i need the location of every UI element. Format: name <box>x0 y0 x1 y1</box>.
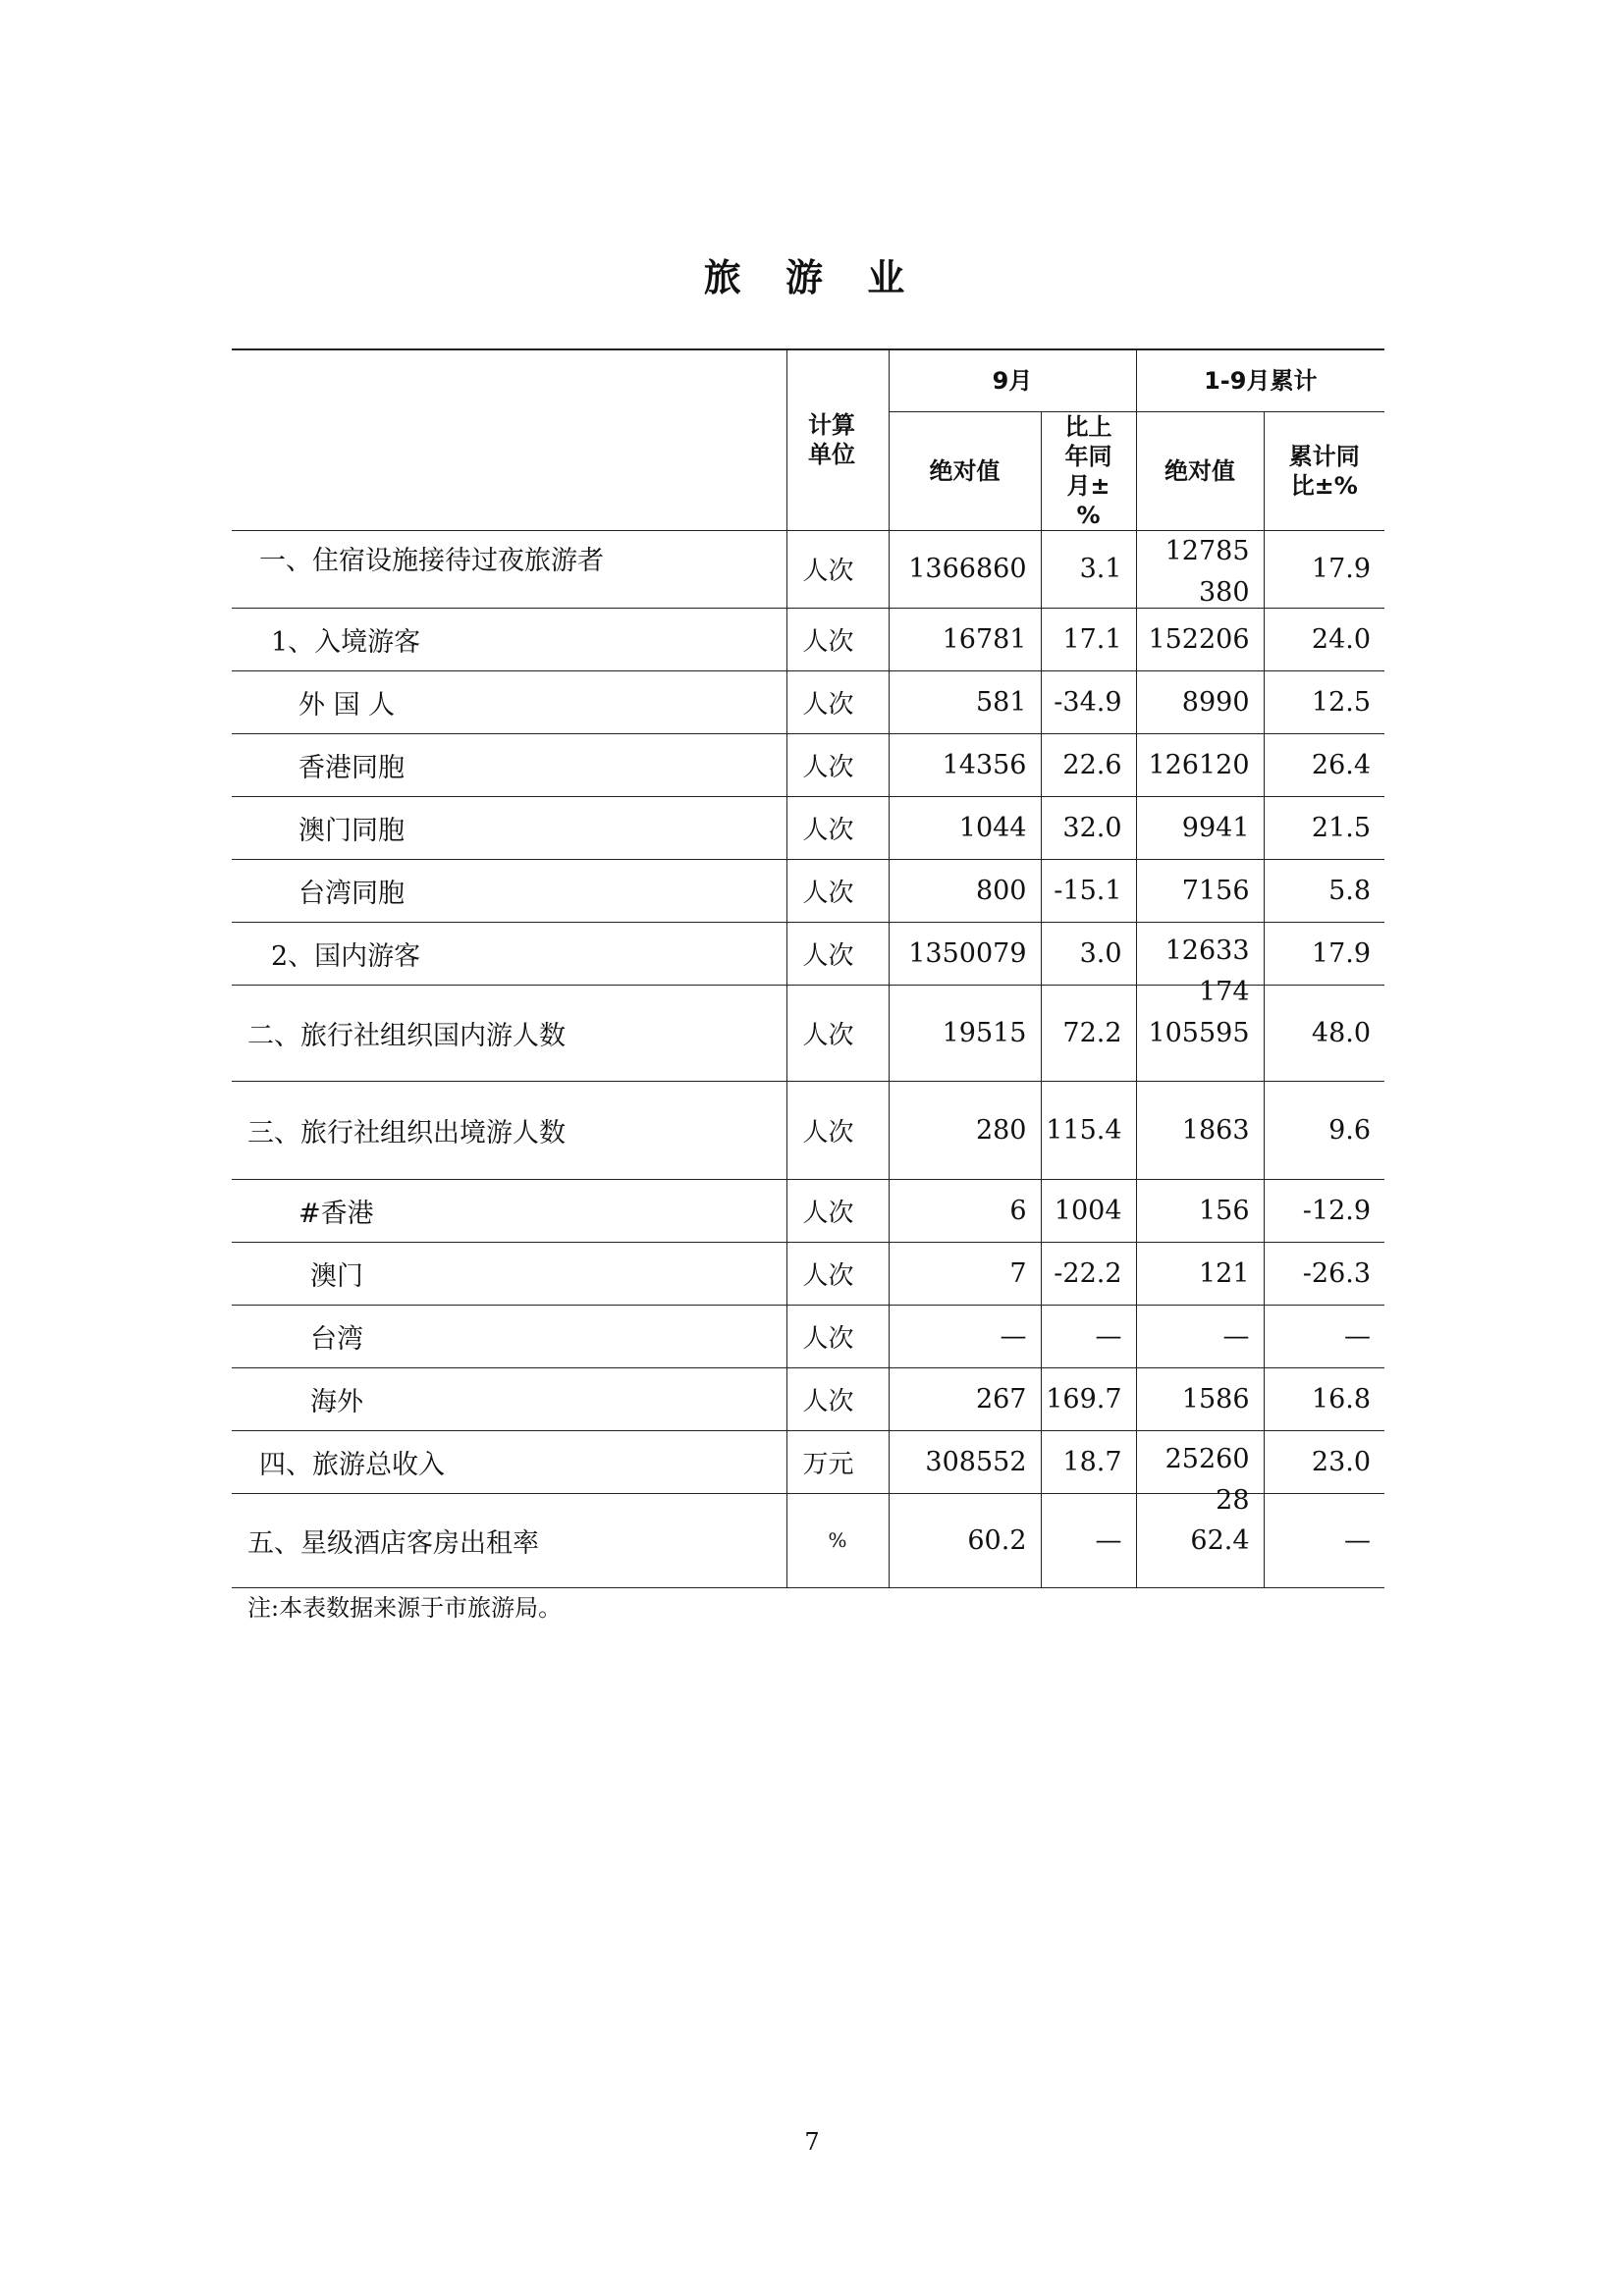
row-month-yoy: 3.1 <box>1041 530 1136 608</box>
row-cumulative-absolute: 105595 <box>1136 985 1264 1081</box>
row-month-absolute: 19515 <box>889 985 1041 1081</box>
table-note: 注:本表数据来源于市旅游局。 <box>247 1594 563 1622</box>
row-cumulative-yoy: 48.0 <box>1264 985 1384 1081</box>
row-unit: 人次 <box>786 1367 889 1430</box>
row-unit: 人次 <box>786 1081 889 1179</box>
row-month-absolute: 14356 <box>889 733 1041 796</box>
header-cumulative-absolute: 绝对值 <box>1136 411 1264 530</box>
row-unit: 人次 <box>786 608 889 670</box>
row-month-absolute: 280 <box>889 1081 1041 1179</box>
row-month-absolute: 1350079 <box>889 922 1041 985</box>
row-label: 香港同胞 <box>232 733 786 796</box>
row-cumulative-absolute: — <box>1136 1305 1264 1367</box>
header-cumulative: 1-9月累计 <box>1136 349 1384 411</box>
row-cumulative-yoy: 5.8 <box>1264 859 1384 922</box>
table-row <box>232 1242 1384 1305</box>
header-month-yoy: 比上年同月±% <box>1041 411 1136 530</box>
row-cumulative-yoy: 26.4 <box>1264 733 1384 796</box>
row-cumulative-yoy: 9.6 <box>1264 1081 1384 1179</box>
table-row <box>232 733 1384 796</box>
row-unit: 人次 <box>786 1179 889 1242</box>
row-unit: 人次 <box>786 922 889 985</box>
row-cumulative-absolute: 152206 <box>1136 608 1264 670</box>
row-cumulative-yoy: 17.9 <box>1264 922 1384 985</box>
table-row <box>232 1179 1384 1242</box>
row-month-yoy: 32.0 <box>1041 796 1136 859</box>
row-cumulative-yoy: 12.5 <box>1264 670 1384 733</box>
header-blank-cell <box>232 349 786 530</box>
row-unit: % <box>786 1493 889 1587</box>
row-label: 2、国内游客 <box>232 922 786 985</box>
row-month-absolute: 267 <box>889 1367 1041 1430</box>
row-month-yoy: 115.4 <box>1041 1081 1136 1179</box>
row-cumulative-absolute: 2526028 <box>1136 1430 1264 1493</box>
header-cumulative-yoy: 累计同比±% <box>1264 411 1384 530</box>
row-label: 海外 <box>232 1367 786 1430</box>
row-cumulative-absolute: 12633174 <box>1136 922 1264 985</box>
row-label: 1、入境游客 <box>232 608 786 670</box>
row-cumulative-absolute: 12785380 <box>1136 530 1264 608</box>
row-unit: 人次 <box>786 1305 889 1367</box>
row-month-absolute: 7 <box>889 1242 1041 1305</box>
table-row <box>232 1305 1384 1367</box>
table-row <box>232 1081 1384 1179</box>
row-cumulative-yoy: -12.9 <box>1264 1179 1384 1242</box>
row-unit: 人次 <box>786 859 889 922</box>
row-unit: 万元 <box>786 1430 889 1493</box>
row-label: #香港 <box>232 1179 786 1242</box>
table-row <box>232 1367 1384 1430</box>
table-row <box>232 796 1384 859</box>
row-label: 五、星级酒店客房出租率 <box>232 1493 786 1587</box>
row-month-yoy: 3.0 <box>1041 922 1136 985</box>
row-cumulative-absolute: 62.4 <box>1136 1493 1264 1587</box>
row-label: 四、旅游总收入 <box>232 1430 786 1493</box>
row-month-yoy: 17.1 <box>1041 608 1136 670</box>
row-cumulative-yoy: — <box>1264 1493 1384 1587</box>
row-month-yoy: 18.7 <box>1041 1430 1136 1493</box>
tourism-table <box>232 348 1384 1588</box>
row-unit: 人次 <box>786 985 889 1081</box>
row-month-yoy: — <box>1041 1305 1136 1367</box>
header-month: 9月 <box>889 349 1136 411</box>
row-cumulative-absolute: 1586 <box>1136 1367 1264 1430</box>
row-label: 澳门同胞 <box>232 796 786 859</box>
row-cumulative-yoy: 21.5 <box>1264 796 1384 859</box>
row-cumulative-yoy: — <box>1264 1305 1384 1367</box>
row-month-yoy: 1004 <box>1041 1179 1136 1242</box>
row-label: 台湾 <box>232 1305 786 1367</box>
row-month-absolute: 1366860 <box>889 530 1041 608</box>
row-unit: 人次 <box>786 670 889 733</box>
table-row <box>232 670 1384 733</box>
table-row <box>232 530 1384 608</box>
table-row <box>232 922 1384 985</box>
row-month-yoy: 169.7 <box>1041 1367 1136 1430</box>
table-row <box>232 1493 1384 1587</box>
row-cumulative-yoy: 23.0 <box>1264 1430 1384 1493</box>
row-label: 澳门 <box>232 1242 786 1305</box>
row-label: 一、住宿设施接待过夜旅游者 <box>232 530 786 608</box>
row-unit: 人次 <box>786 530 889 608</box>
header-unit: 计算单位 <box>786 349 889 530</box>
header-month-absolute: 绝对值 <box>889 411 1041 530</box>
row-label: 三、旅行社组织出境游人数 <box>232 1081 786 1179</box>
row-month-yoy: 72.2 <box>1041 985 1136 1081</box>
row-label: 外 国 人 <box>232 670 786 733</box>
row-month-yoy: 22.6 <box>1041 733 1136 796</box>
row-label: 台湾同胞 <box>232 859 786 922</box>
row-cumulative-yoy: -26.3 <box>1264 1242 1384 1305</box>
row-month-absolute: 1044 <box>889 796 1041 859</box>
row-cumulative-absolute: 8990 <box>1136 670 1264 733</box>
row-month-yoy: -22.2 <box>1041 1242 1136 1305</box>
table-row <box>232 1430 1384 1493</box>
row-cumulative-yoy: 16.8 <box>1264 1367 1384 1430</box>
row-month-absolute: 308552 <box>889 1430 1041 1493</box>
row-month-absolute: 16781 <box>889 608 1041 670</box>
row-month-absolute: 6 <box>889 1179 1041 1242</box>
row-unit: 人次 <box>786 1242 889 1305</box>
row-cumulative-absolute: 156 <box>1136 1179 1264 1242</box>
row-month-absolute: 60.2 <box>889 1493 1041 1587</box>
row-unit: 人次 <box>786 733 889 796</box>
row-month-yoy: -15.1 <box>1041 859 1136 922</box>
row-cumulative-absolute: 1863 <box>1136 1081 1264 1179</box>
row-month-absolute: — <box>889 1305 1041 1367</box>
page-number: 7 <box>804 2128 820 2156</box>
row-cumulative-yoy: 17.9 <box>1264 530 1384 608</box>
row-cumulative-absolute: 121 <box>1136 1242 1264 1305</box>
row-month-absolute: 581 <box>889 670 1041 733</box>
row-month-absolute: 800 <box>889 859 1041 922</box>
row-month-yoy: — <box>1041 1493 1136 1587</box>
row-cumulative-absolute: 126120 <box>1136 733 1264 796</box>
row-cumulative-absolute: 9941 <box>1136 796 1264 859</box>
table-row <box>232 859 1384 922</box>
row-unit: 人次 <box>786 796 889 859</box>
row-cumulative-absolute: 7156 <box>1136 859 1264 922</box>
row-label: 二、旅行社组织国内游人数 <box>232 985 786 1081</box>
page-title: 旅 游 业 <box>703 256 921 299</box>
row-month-yoy: -34.9 <box>1041 670 1136 733</box>
row-cumulative-yoy: 24.0 <box>1264 608 1384 670</box>
table-row <box>232 608 1384 670</box>
